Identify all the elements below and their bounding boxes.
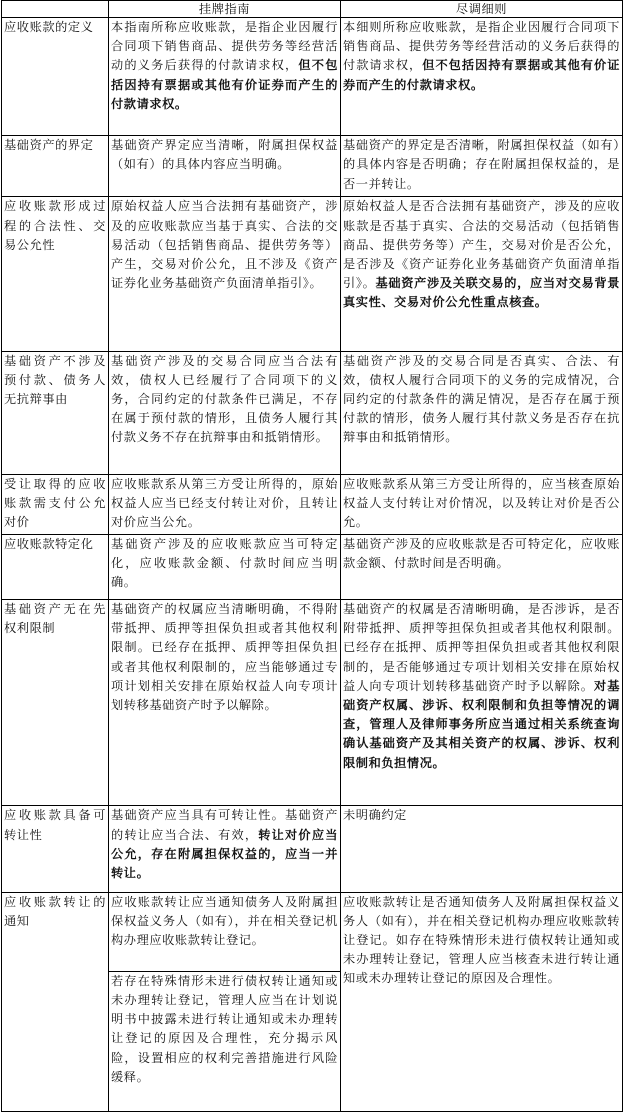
rule-cell xyxy=(341,600,623,806)
rule-cell: 基础资产的界定是否清晰，附属担保权益（如有）的具体内容是否明确；存在附属担保权益的，是否一并转让。 xyxy=(341,136,623,197)
guide-cell xyxy=(109,18,341,136)
guide-cell xyxy=(109,806,341,892)
table-row xyxy=(2,474,623,534)
rule-cell: 基础资产涉及的应收账款是否可特定化，应收账款金额、付款时间是否明确。 xyxy=(341,534,623,599)
header-guide: 挂牌指南 xyxy=(109,1,341,18)
topic-cell: 应收账款特定化 xyxy=(2,534,109,599)
comparison-table xyxy=(1,0,623,1112)
guide-cell: 应收账款转让应当通知债务人及附属担保权益义务人（如有），并在相关登记机构办理应收账款转让登记。 xyxy=(109,892,341,971)
table-row xyxy=(2,600,623,806)
table-row xyxy=(2,351,623,474)
topic-cell: 应收账款转让的通知 xyxy=(2,892,109,1111)
topic-cell: 受让取得的应收账款需支付公允对价 xyxy=(2,474,109,534)
topic-cell: 基础资产的界定 xyxy=(2,136,109,197)
guide-bold-text: 但不包括因持有票据或其他有价证券而产生的付款请求权。 xyxy=(111,58,338,111)
rule-cell: 应收账款转让是否通知债务人及附属担保权益义务人（如有），并在相关登记机构办理应收账款转让登记。如存在特殊情形未进行债权转让通知或未办理转让登记，管理人应当核查未进行转让通知或未办理转让登记的原因及合理性。 xyxy=(341,892,623,1111)
rule-cell xyxy=(341,197,623,351)
topic-cell: 应收账款的定义 xyxy=(2,18,109,136)
header-topic xyxy=(2,1,109,18)
topic-cell: 应收账款形成过程的合法性、交易公允性 xyxy=(2,197,109,351)
guide-cell-continued: 若存在特殊情形未进行债权转让通知或未办理转让登记，管理人应当在计划说明书中披露未进行转让通知或未办理转让登记的原因及合理性，充分揭示风险，设置相应的权利完善措施进行风险缓释。 xyxy=(109,971,341,1111)
rule-cell xyxy=(341,18,623,136)
rule-cell: 应收账款系从第三方受让所得的，应当核查原始权益人支付转让对价情况，以及转让对价是否公允。 xyxy=(341,474,623,534)
rule-bold-text: 但不包括因持有票据或其他有价证券而产生的付款请求权。 xyxy=(343,58,620,92)
guide-cell: 基础资产涉及的应收账款应当可特定化，应收账款金额、付款时间应当明确。 xyxy=(109,534,341,599)
header-row xyxy=(2,1,623,18)
table-row xyxy=(2,18,623,136)
rule-cell: 未明确约定 xyxy=(341,806,623,892)
rule-text: 基础资产的权属是否清晰明确，是否涉诉，是否附带抵押、质押等担保负担或者其他权利限制。已经存在抵押、质押等担保负担或者其他权利限制的，是否能够通过专项计划相关安排在原始权益人向专项计划转移基础资产时予以解除。 xyxy=(343,602,620,693)
guide-text: 本指南所称应收账款，是指企业因履行合同项下销售商品、提供劳务等经营活动的义务后获得的付款请求权， xyxy=(111,20,338,73)
table-row xyxy=(2,806,623,892)
guide-cell: 基础资产界定应当清晰，附属担保权益（如有）的具体内容应当明确。 xyxy=(109,136,341,197)
table-row xyxy=(2,197,623,351)
rule-cell: 基础资产涉及的交易合同是否真实、合法、有效，债权人履行合同项下的义务的完成情况，合同约定的付款条件的满足情况，是否存在属于预付款的情形，债务人履行其付款义务是否存在抗辩事由和抵销情形。 xyxy=(341,351,623,474)
guide-cell: 原始权益人应当合法拥有基础资产，涉及的应收账款应当基于真实、合法的交易活动（包括销售商品、提供劳务等）产生，交易对价公允，且不涉及《资产证券化业务基础资产负面清单指引》。 xyxy=(109,197,341,351)
rule-bold-text: 对基础资产权属、涉诉、权利限制和负担等情况的调查，管理人及律师事务所应当通过相关系统查询确认基础资产及其相关资产的权属、涉诉、权利限制和负担情况。 xyxy=(343,678,620,770)
table-row xyxy=(2,136,623,197)
guide-cell: 基础资产涉及的交易合同应当合法有效，债权人已经履行了合同项下的义务，合同约定的付款条件已满足，不存在属于预付款的情形，且债务人履行其付款义务不存在抗辩事由和抵销情形。 xyxy=(109,351,341,474)
guide-cell: 应收账款系从第三方受让所得的，原始权益人应当已经支付转让对价，且转让对价应当公允。 xyxy=(109,474,341,534)
topic-cell: 应收账款具备可转让性 xyxy=(2,806,109,892)
rule-text: 原始权益人是否合法拥有基础资产，涉及的应收账款是否基于真实、合法的交易活动（包括销售商品、提供劳务等）产生，交易对价是否公允，是否涉及《资产证券化业务基础资产负面清单指引》。 xyxy=(343,199,620,291)
guide-text: 基础资产应当具有可转让性。基础资产的转让应当合法、有效， xyxy=(111,808,338,842)
table-row xyxy=(2,534,623,599)
topic-cell: 基础资产不涉及预付款、债务人无抗辩事由 xyxy=(2,351,109,474)
guide-bold-text: 转让对价应当公允，存在附属担保权益的，应当一并转让。 xyxy=(111,827,338,881)
rule-bold-text: 基础资产涉及关联交易的，应当对交易背景真实性、交易对价公允性重点核查。 xyxy=(343,276,620,310)
rule-text: 本细则所称应收账款，是指企业因履行合同项下销售商品、提供劳务等经营活动的义务后获得的付款请求权， xyxy=(343,20,620,73)
topic-cell: 基础资产无在先权利限制 xyxy=(2,600,109,806)
header-rules: 尽调细则 xyxy=(341,1,623,18)
guide-cell: 基础资产的权属应当清晰明确，不得附带抵押、质押等担保负担或者其他权利限制。已经存在抵押、质押等担保负担或者其他权利限制的，应当能够通过专项计划相关安排在原始权益人向专项计划转移基础资产时予以解除。 xyxy=(109,600,341,806)
table-row xyxy=(2,892,623,971)
